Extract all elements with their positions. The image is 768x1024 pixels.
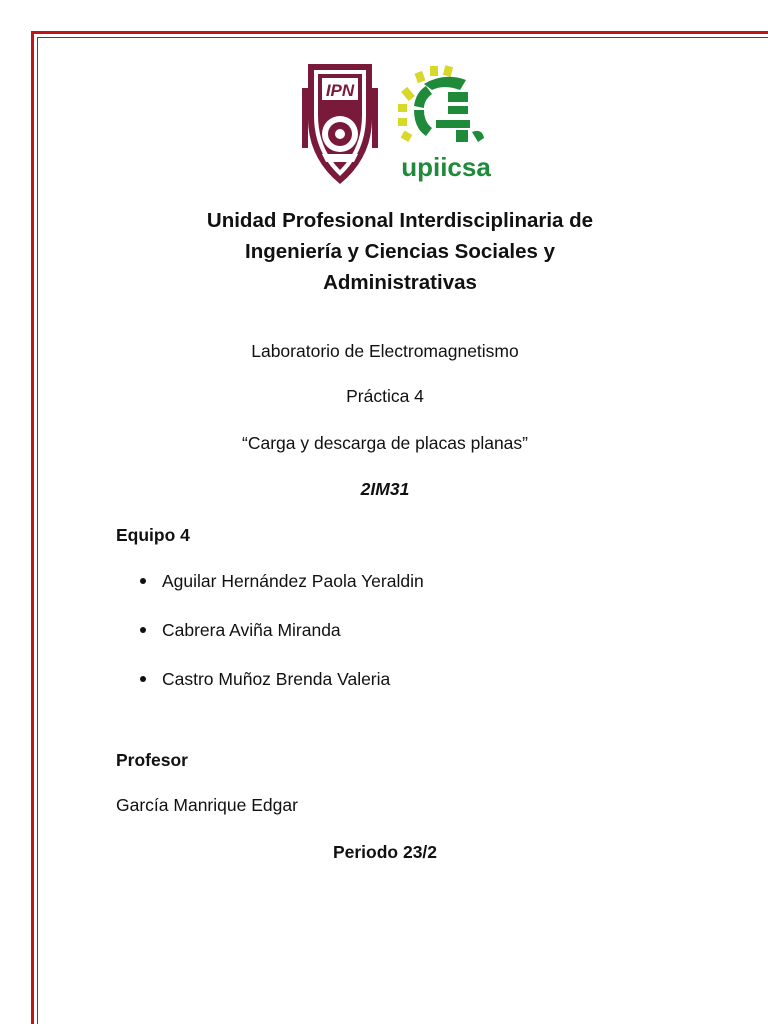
practice-number: Práctica 4 [346,386,424,406]
institution-name [150,205,650,298]
team-heading: Equipo 4 [116,525,190,545]
bullet-icon [140,578,146,584]
member-name: Castro Muñoz Brenda Valeria [162,669,391,689]
institution-line-1: Unidad Profesional Interdisciplinaria de [206,209,594,232]
ipn-logo-icon [298,58,382,188]
bullet-icon [140,627,146,633]
member-name: Cabrera Aviña Miranda [162,620,341,640]
svg-text:upiicsa: upiicsa [401,152,491,182]
group-code: 2IM31 [360,479,410,499]
list-item [116,570,424,619]
bullet-icon [140,676,146,682]
lab-name: Laboratorio de Electromagnetismo [251,341,519,361]
professor-name: García Manrique Edgar [116,795,298,815]
logo-header [298,58,498,193]
team-members-list [116,570,424,717]
list-item [116,668,424,717]
institution-line-2: Ingeniería y Ciencias Sociales y [245,240,555,263]
period-label: Periodo 23/2 [332,842,438,862]
svg-text:IPN: IPN [325,81,355,100]
institution-line-3: Administrativas [323,271,477,294]
practice-title: “Carga y descarga de placas planas” [242,433,528,453]
upiicsa-logo-icon [394,58,498,188]
professor-heading: Profesor [116,750,188,770]
member-name: Aguilar Hernández Paola Yeraldin [162,571,424,591]
list-item [116,619,424,668]
